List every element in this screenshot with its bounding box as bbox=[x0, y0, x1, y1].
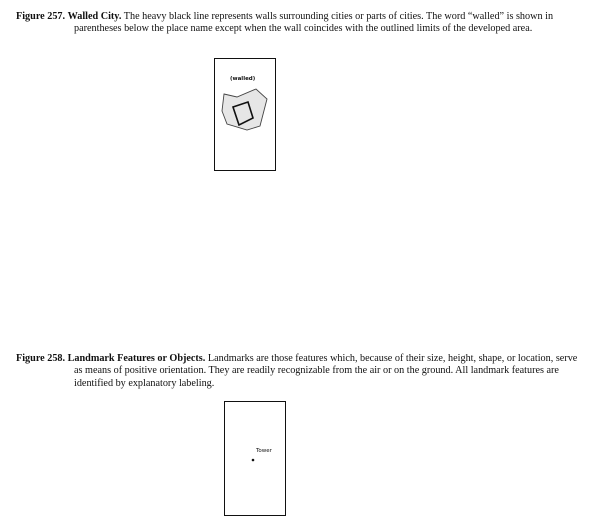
figure-257-text: The heavy black line represents walls surrounding cities or parts of cities. The word “walled” is shown in parentheses below the place name except when the wall coincides with the outlined limits of the developed area. bbox=[74, 11, 554, 35]
tower-point-icon bbox=[252, 459, 255, 462]
figure-257-title: Walled City. bbox=[67, 11, 122, 22]
figure-258-number: Figure 258. bbox=[16, 353, 66, 364]
figure-258-caption bbox=[16, 353, 586, 390]
developed-area-outline bbox=[222, 89, 267, 130]
walled-label: (walled) bbox=[230, 76, 256, 82]
tower-label: Tower bbox=[256, 448, 272, 454]
figure-257-number: Figure 257. bbox=[16, 11, 66, 22]
figure-258-text: Landmarks are those features which, because of their size, height, shape, or location, serve as means of positive orientation. They are readily recognizable from the air or on the ground. All landmark features are identified by explanatory labeling. bbox=[74, 353, 578, 389]
figure-257-caption bbox=[16, 11, 586, 36]
figure-257-map-panel bbox=[214, 58, 276, 171]
figure-258-map-panel bbox=[224, 401, 286, 516]
figure-258-title: Landmark Features or Objects. bbox=[67, 353, 206, 364]
landmark-symbol bbox=[225, 402, 285, 515]
